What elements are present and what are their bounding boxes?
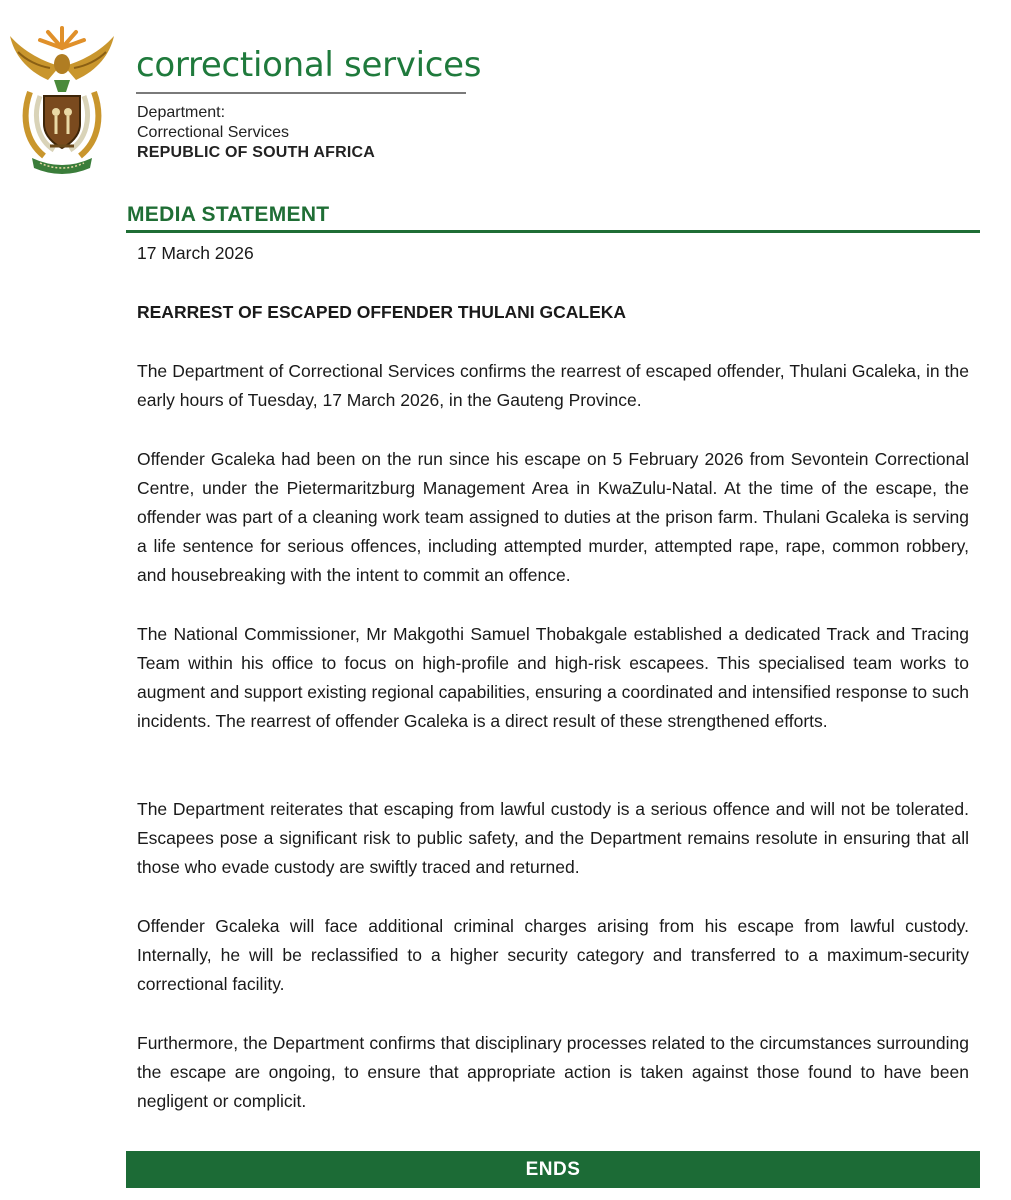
paragraph-6: Furthermore, the Department confirms that disciplinary processes related to the circumstances surrounding the escape are ongoing, to ensure that appropriate action is taken against those found to have been negligent or complicit. xyxy=(137,1033,969,1111)
department-name: Correctional Services xyxy=(137,124,290,141)
department-label: Department: xyxy=(137,104,226,121)
coat-of-arms-logo xyxy=(4,22,120,174)
media-statement-divider xyxy=(126,230,980,233)
paragraph-4: The Department reiterates that escaping from lawful custody is a serious offence and will not be tolerated. Escapees pose a significant risk to public safety, and the Department remains resolute in ensuring that all those who evade custody are swiftly traced and returned. xyxy=(137,799,969,877)
media-statement-label: MEDIA STATEMENT xyxy=(127,203,330,226)
paragraph-3: The National Commissioner, Mr Makgothi Samuel Thobakgale established a dedicated Track and Tracing Team within his office to focus on high-profile and high-risk escapees. This specialised team works to augment and support existing regional capabilities, ensuring a coordinated and intensified response to such incidents. The rearrest of offender Gcaleka is a direct result of these strengthened efforts. xyxy=(137,624,969,731)
statement-date: 17 March 2026 xyxy=(137,243,254,263)
country-name: REPUBLIC OF SOUTH AFRICA xyxy=(137,144,375,161)
paragraph-5: Offender Gcaleka will face additional criminal charges arising from his escape from lawful custody. Internally, he will be reclassified to a higher security category and transferred to a maximum-security correctional facility. xyxy=(137,916,969,994)
ends-label: ENDS xyxy=(525,1158,581,1180)
paragraph-2: Offender Gcaleka had been on the run since his escape on 5 February 2026 from Sevontein Correctional Centre, under the Pietermaritzburg Management Area in KwaZulu-Natal. At the time of the escape, the offender was part of a cleaning work team assigned to duties at the prison farm. Thulani Gcaleka is serving a life sentence for serious offences, including attempted murder, attempted rape, rape, common robbery, and housebreaking with the intent to commit an offence. xyxy=(137,449,969,585)
brand-divider xyxy=(136,92,466,94)
brand-title: correctional services xyxy=(136,45,482,85)
paragraph-1: The Department of Correctional Services confirms the rearrest of escaped offender, Thulani Gcaleka, in the early hours of Tuesday, 17 March 2026, in the Gauteng Province. xyxy=(137,361,969,410)
statement-heading: REARREST OF ESCAPED OFFENDER THULANI GCALEKA xyxy=(137,302,627,322)
department-block xyxy=(137,103,375,163)
ends-bar xyxy=(126,1151,980,1188)
